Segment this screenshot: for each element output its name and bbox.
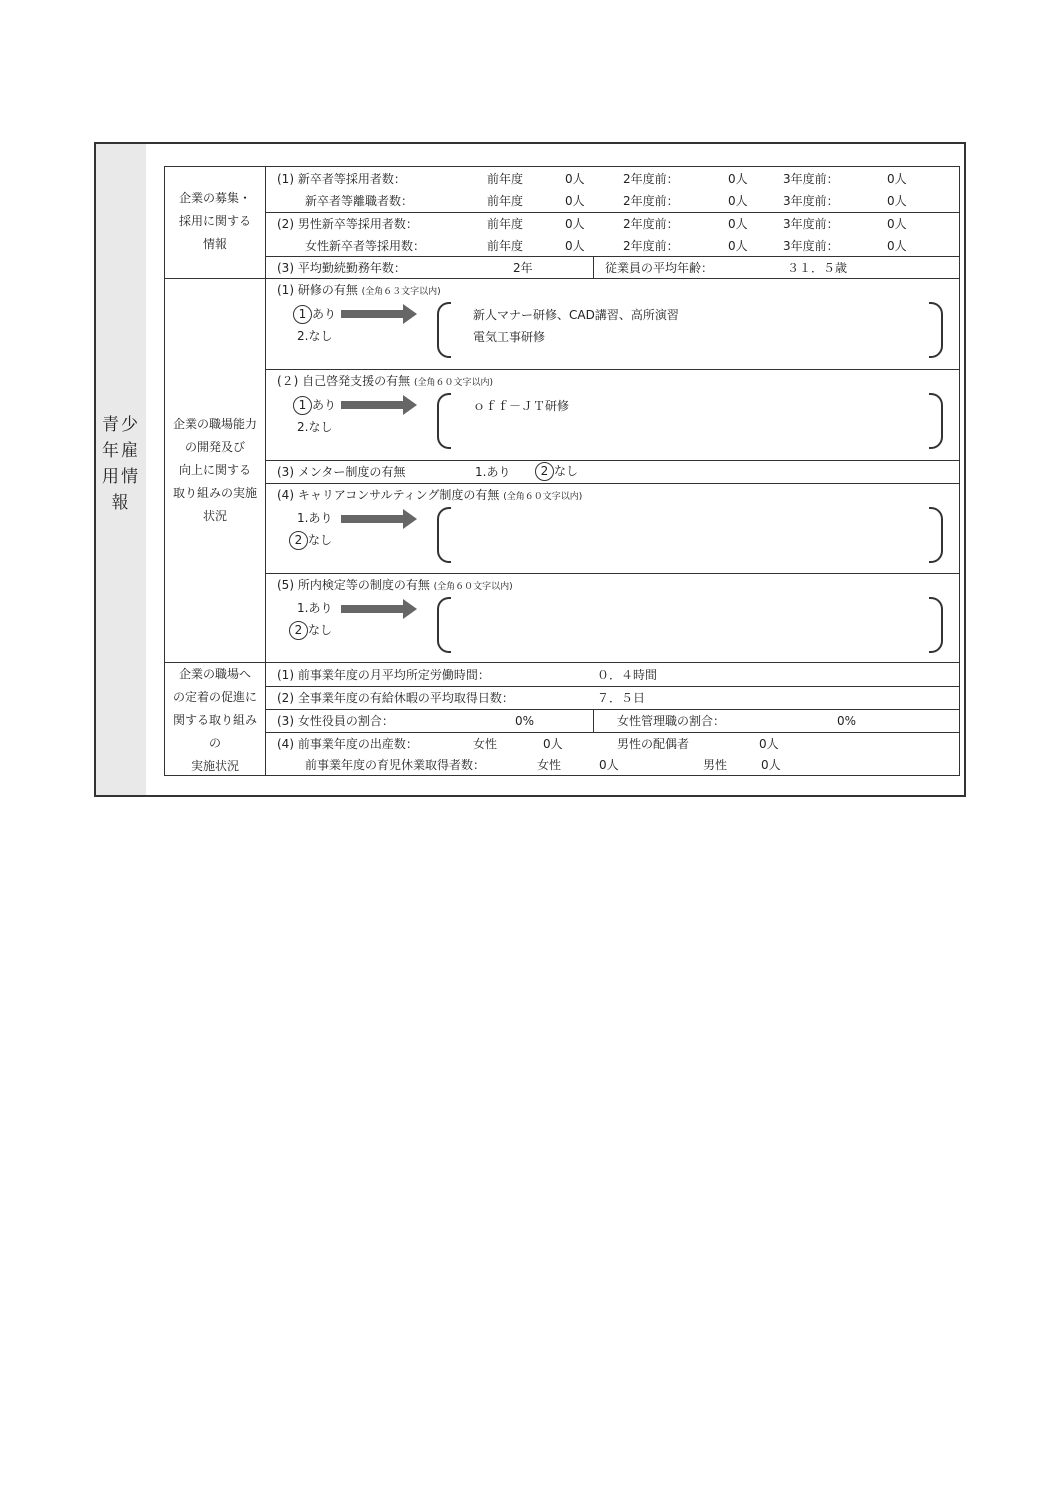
right-bracket — [929, 597, 943, 653]
career-yes-option: 1.あり — [297, 511, 333, 525]
right-bracket — [929, 302, 943, 358]
selected-circle-mark: 1 — [293, 396, 312, 415]
left-bracket — [437, 597, 451, 653]
training-no-option: 2.なし — [297, 329, 333, 343]
right-bracket — [929, 507, 943, 563]
arrow-icon — [341, 310, 403, 318]
arrow-icon — [341, 515, 403, 523]
self-dev-yes-option: 1 あり — [293, 396, 336, 415]
exam-yes-option: 1.あり — [297, 601, 333, 615]
arrow-icon — [341, 605, 403, 613]
selected-circle-mark: 2 — [289, 531, 308, 550]
category-retention: 企業の職場へ の定着の促進に 関する取り組み の 実施状況 — [172, 667, 257, 773]
mentor-no-option: 2 なし — [535, 462, 578, 481]
arrow-icon — [341, 401, 403, 409]
left-bracket — [437, 302, 451, 358]
selected-circle-mark: 1 — [293, 305, 312, 324]
right-bracket — [929, 393, 943, 449]
sidebar-title: 青少年雇用情報 — [102, 415, 140, 513]
left-bracket — [437, 507, 451, 563]
info-table: 企業の募集・ 採用に関する 情報 企業の職場能力 の開発及び 向上に関する 取り組みの実施 状況 企業の職場へ の定着の促進に 関する取り組み の 実施状況 (1) 新卒者等採用者数： 前年度 0人 2年度前： 0人 3年度前： 0人 新卒者等離職者数： 前年度 0人 2年度前： 0人 3年度前： 0人 (2) 男性新卒等採用者数： 前年度 0人 2年度前： 0人 3年度前： 0人 女性新卒者等採用数： 前年度 0人 2年度前： 0人 3年度前： 0人 (3) 平均勤続勤務年数： 2年 従業員の平均年齢： ３１．５歳 (1) 研修の有無 (全角６３文字以内) 1 あり 2.なし 新人マナー研修、CAD講習、高所演習 電気工事研修 (２) 自己啓発支援の有無 (全角６０文字以内) 1 あり 2.なし ｏｆｆ－ＪＴ研修 (3) メンター制度の有無 1.あり 2 なし (4) キャリアコンサルティング制度の有無 (全角６０文字以内) 1.あり 2 なし (5) 所内検定等の制度の有無 (全角６０文字以内) 1.あり 2 なし (1) 前事業年度の月平均所定労働時間： ０．４時間 (2) 全事業年度の有給休暇の平均取得日数： ７．５日 (3) 女性役員の割合： 0% 女性管理職の割合： 0% (4) 前事業年度の出産数： 女性 0人 男性の配偶者 0人 前事業年度の育児休業取得者数： 女性 0人 男性 0人 — [164, 166, 960, 776]
training-yes-option: 1 あり — [293, 305, 336, 324]
career-no-option: 2 なし — [289, 531, 332, 550]
category-development: 企業の職場能力 の開発及び 向上に関する 取り組みの実施 状況 — [172, 417, 257, 523]
selected-circle-mark: 2 — [535, 462, 554, 481]
self-dev-no-option: 2.なし — [297, 420, 333, 434]
exam-no-option: 2 なし — [289, 621, 332, 640]
sidebar — [96, 144, 146, 795]
youth-employment-info-form — [94, 142, 966, 797]
left-bracket — [437, 393, 451, 449]
category-recruit: 企業の募集・ 採用に関する 情報 — [178, 191, 251, 251]
selected-circle-mark: 2 — [289, 621, 308, 640]
